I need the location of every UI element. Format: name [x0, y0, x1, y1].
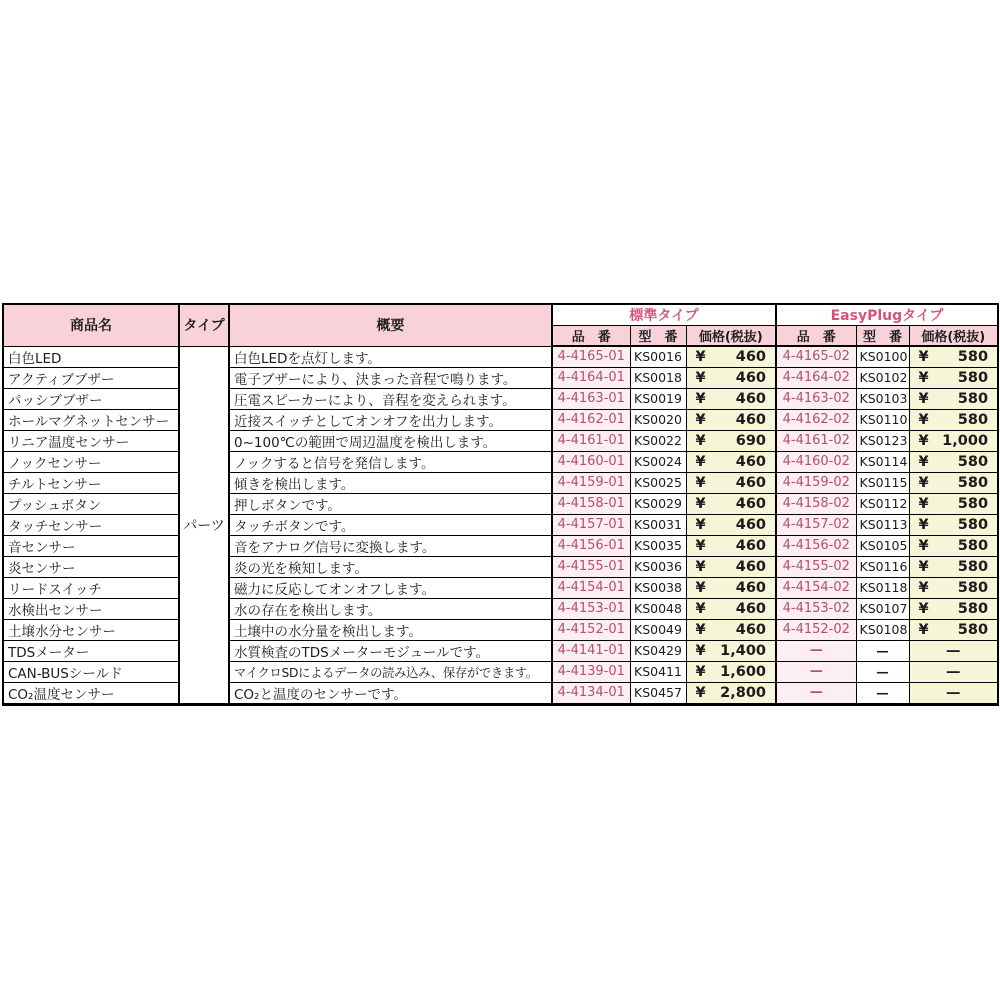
ep-part-no-cell: 4-4157-02 — [776, 514, 856, 535]
currency-symbol: ¥ — [695, 516, 706, 533]
currency-symbol: ¥ — [918, 537, 929, 554]
overview-cell: 炎の光を検知します。 — [229, 556, 552, 577]
table-row — [3, 514, 998, 535]
ep-price-cell — [909, 430, 998, 451]
currency-symbol: ¥ — [695, 474, 706, 491]
price-box — [910, 517, 998, 533]
price-value: 580 — [957, 558, 989, 575]
overview-cell: 0~100℃の範囲で周辺温度を検出します。 — [229, 430, 552, 451]
std-model-no-cell: KS0029 — [630, 493, 686, 514]
price-value: 460 — [735, 453, 767, 470]
std-model-no-cell: KS0048 — [630, 598, 686, 619]
type-merged-cell: パーツ — [179, 346, 229, 704]
price-value: 580 — [957, 390, 989, 407]
ep-part-no-cell: 4-4156-02 — [776, 535, 856, 556]
ep-price-cell — [909, 577, 998, 598]
price-value: 460 — [735, 579, 767, 596]
std-model-no-cell: KS0025 — [630, 472, 686, 493]
std-model-no-cell: KS0038 — [630, 577, 686, 598]
overview-cell: 水質検査のTDSメーターモジュールです。 — [229, 640, 552, 661]
std-model-no-cell: KS0031 — [630, 514, 686, 535]
std-model-no-cell: KS0024 — [630, 451, 686, 472]
price-value: — — [946, 642, 961, 659]
currency-symbol: ¥ — [918, 369, 929, 386]
table-row — [3, 682, 998, 704]
std-price-cell — [686, 493, 776, 514]
price-box — [687, 538, 776, 554]
ep-model-no-cell: KS0116 — [856, 556, 909, 577]
ep-price-cell — [909, 661, 998, 682]
std-part-no-cell: 4-4153-01 — [552, 598, 630, 619]
col-header-ep-model-no: 型 番 — [856, 326, 909, 347]
price-value: 580 — [957, 453, 989, 470]
price-value: 580 — [957, 621, 989, 638]
ep-part-no-cell: 4-4159-02 — [776, 472, 856, 493]
ep-price-cell — [909, 493, 998, 514]
price-value: 580 — [957, 600, 989, 617]
product-name-cell: 土壌水分センサー — [3, 619, 179, 640]
std-part-no-cell: 4-4156-01 — [552, 535, 630, 556]
std-part-no-cell: 4-4165-01 — [552, 346, 630, 367]
price-value: 1,600 — [720, 663, 767, 680]
group-header-easyplug-type: EasyPlugタイプ — [776, 304, 998, 326]
std-price-cell — [686, 367, 776, 388]
std-part-no-cell: 4-4141-01 — [552, 640, 630, 661]
group-header-standard-type: 標準タイプ — [552, 304, 776, 326]
ep-part-no-cell: 4-4155-02 — [776, 556, 856, 577]
std-price-cell — [686, 640, 776, 661]
product-name-cell: パッシブブザー — [3, 388, 179, 409]
price-box — [687, 370, 776, 386]
std-model-no-cell: KS0411 — [630, 661, 686, 682]
overview-cell: 磁力に反応してオンオフします。 — [229, 577, 552, 598]
price-value: 690 — [735, 432, 767, 449]
currency-symbol: ¥ — [918, 495, 929, 512]
std-part-no-cell: 4-4134-01 — [552, 682, 630, 704]
price-value: 460 — [735, 369, 767, 386]
table-row — [3, 598, 998, 619]
price-value: 460 — [735, 348, 767, 365]
price-box — [687, 685, 776, 701]
price-value: 1,000 — [942, 432, 989, 449]
std-part-no-cell: 4-4162-01 — [552, 409, 630, 430]
price-value: 580 — [957, 474, 989, 491]
price-value: 580 — [957, 348, 989, 365]
currency-symbol: ¥ — [695, 600, 706, 617]
ep-model-no-cell: KS0112 — [856, 493, 909, 514]
product-name-cell: チルトセンサー — [3, 472, 179, 493]
price-value: 460 — [735, 600, 767, 617]
ep-price-cell — [909, 556, 998, 577]
currency-symbol: ¥ — [695, 369, 706, 386]
price-box — [910, 643, 998, 659]
table-row — [3, 388, 998, 409]
table-row — [3, 430, 998, 451]
ep-part-no-cell: 4-4154-02 — [776, 577, 856, 598]
std-model-no-cell: KS0457 — [630, 682, 686, 704]
price-value: 460 — [735, 495, 767, 512]
std-price-cell — [686, 556, 776, 577]
currency-symbol: ¥ — [695, 579, 706, 596]
std-price-cell — [686, 577, 776, 598]
price-box — [687, 412, 776, 428]
table-row — [3, 556, 998, 577]
std-price-cell — [686, 514, 776, 535]
price-box — [910, 685, 998, 701]
col-header-overview: 概要 — [229, 304, 552, 346]
header-row-groups — [3, 304, 998, 326]
price-value: 460 — [735, 516, 767, 533]
overview-cell: 土壌中の水分量を検出します。 — [229, 619, 552, 640]
product-name-cell: CO₂温度センサー — [3, 682, 179, 704]
price-box — [687, 349, 776, 365]
price-value: 580 — [957, 495, 989, 512]
ep-price-cell — [909, 598, 998, 619]
ep-model-no-cell: KS0103 — [856, 388, 909, 409]
product-name-cell: 白色LED — [3, 346, 179, 367]
ep-model-no-cell: KS0118 — [856, 577, 909, 598]
std-price-cell — [686, 409, 776, 430]
product-price-table-container — [2, 303, 997, 706]
table-row — [3, 472, 998, 493]
currency-symbol: ¥ — [695, 411, 706, 428]
currency-symbol: ¥ — [918, 558, 929, 575]
price-value: 580 — [957, 411, 989, 428]
product-name-cell: CAN-BUSシールド — [3, 661, 179, 682]
std-part-no-cell: 4-4160-01 — [552, 451, 630, 472]
price-box — [910, 580, 998, 596]
ep-model-no-cell: — — [856, 682, 909, 704]
std-model-no-cell: KS0019 — [630, 388, 686, 409]
std-price-cell — [686, 430, 776, 451]
product-price-table — [2, 303, 999, 706]
price-value: 460 — [735, 411, 767, 428]
std-price-cell — [686, 388, 776, 409]
ep-model-no-cell: — — [856, 661, 909, 682]
table-row — [3, 619, 998, 640]
ep-model-no-cell: KS0107 — [856, 598, 909, 619]
price-value: 460 — [735, 558, 767, 575]
std-part-no-cell: 4-4155-01 — [552, 556, 630, 577]
ep-part-no-cell: — — [776, 682, 856, 704]
price-value: 460 — [735, 390, 767, 407]
price-value: 460 — [735, 621, 767, 638]
col-header-std-model-no: 型 番 — [630, 326, 686, 347]
currency-symbol: ¥ — [918, 516, 929, 533]
ep-part-no-cell: 4-4163-02 — [776, 388, 856, 409]
currency-symbol: ¥ — [918, 474, 929, 491]
currency-symbol: ¥ — [695, 558, 706, 575]
price-box — [910, 349, 998, 365]
col-header-ep-part-no: 品 番 — [776, 326, 856, 347]
std-price-cell — [686, 472, 776, 493]
price-box — [910, 454, 998, 470]
price-value: 580 — [957, 579, 989, 596]
currency-symbol: ¥ — [918, 600, 929, 617]
ep-part-no-cell: — — [776, 640, 856, 661]
price-value: — — [946, 684, 961, 701]
std-price-cell — [686, 661, 776, 682]
product-name-cell: TDSメーター — [3, 640, 179, 661]
ep-model-no-cell: KS0108 — [856, 619, 909, 640]
std-price-cell — [686, 598, 776, 619]
overview-cell: 水の存在を検出します。 — [229, 598, 552, 619]
ep-part-no-cell: 4-4152-02 — [776, 619, 856, 640]
price-box — [910, 664, 998, 680]
overview-cell: 電子ブザーにより、決まった音程で鳴ります。 — [229, 367, 552, 388]
col-header-type: タイプ — [179, 304, 229, 346]
price-box — [910, 601, 998, 617]
product-name-cell: 炎センサー — [3, 556, 179, 577]
ep-part-no-cell: — — [776, 661, 856, 682]
ep-part-no-cell: 4-4153-02 — [776, 598, 856, 619]
currency-symbol: ¥ — [695, 621, 706, 638]
table-row — [3, 367, 998, 388]
table-row — [3, 661, 998, 682]
price-box — [687, 475, 776, 491]
overview-cell: マイクロSDによるデータの読み込み、保存ができます。 — [229, 661, 552, 682]
price-box — [687, 643, 776, 659]
currency-symbol: ¥ — [695, 348, 706, 365]
overview-cell: ノックすると信号を発信します。 — [229, 451, 552, 472]
overview-cell: 近接スイッチとしてオンオフを出力します。 — [229, 409, 552, 430]
ep-model-no-cell: — — [856, 640, 909, 661]
std-part-no-cell: 4-4163-01 — [552, 388, 630, 409]
ep-price-cell — [909, 640, 998, 661]
std-model-no-cell: KS0049 — [630, 619, 686, 640]
ep-model-no-cell: KS0123 — [856, 430, 909, 451]
std-model-no-cell: KS0018 — [630, 367, 686, 388]
ep-model-no-cell: KS0115 — [856, 472, 909, 493]
price-box — [687, 601, 776, 617]
price-value: 460 — [735, 474, 767, 491]
overview-cell: 傾きを検出します。 — [229, 472, 552, 493]
price-box — [687, 664, 776, 680]
std-price-cell — [686, 535, 776, 556]
currency-symbol: ¥ — [918, 579, 929, 596]
product-name-cell: ホールマグネットセンサー — [3, 409, 179, 430]
currency-symbol: ¥ — [695, 537, 706, 554]
overview-cell: 押しボタンです。 — [229, 493, 552, 514]
ep-price-cell — [909, 514, 998, 535]
currency-symbol: ¥ — [918, 453, 929, 470]
ep-part-no-cell: 4-4161-02 — [776, 430, 856, 451]
product-name-cell: プッシュボタン — [3, 493, 179, 514]
table-row — [3, 493, 998, 514]
ep-price-cell — [909, 682, 998, 704]
currency-symbol: ¥ — [695, 684, 706, 701]
price-box — [687, 622, 776, 638]
price-box — [910, 391, 998, 407]
product-name-cell: 音センサー — [3, 535, 179, 556]
table-row — [3, 535, 998, 556]
std-model-no-cell: KS0016 — [630, 346, 686, 367]
currency-symbol: ¥ — [695, 390, 706, 407]
std-part-no-cell: 4-4157-01 — [552, 514, 630, 535]
std-model-no-cell: KS0035 — [630, 535, 686, 556]
col-header-std-price: 価格(税抜) — [686, 326, 776, 347]
price-box — [687, 517, 776, 533]
price-box — [910, 496, 998, 512]
price-box — [687, 391, 776, 407]
currency-symbol: ¥ — [918, 411, 929, 428]
std-part-no-cell: 4-4152-01 — [552, 619, 630, 640]
std-price-cell — [686, 451, 776, 472]
price-box — [910, 559, 998, 575]
ep-part-no-cell: 4-4158-02 — [776, 493, 856, 514]
ep-model-no-cell: KS0114 — [856, 451, 909, 472]
overview-cell: 白色LEDを点灯します。 — [229, 346, 552, 367]
price-box — [687, 559, 776, 575]
std-price-cell — [686, 682, 776, 704]
currency-symbol: ¥ — [695, 495, 706, 512]
product-name-cell: リードスイッチ — [3, 577, 179, 598]
std-part-no-cell: 4-4158-01 — [552, 493, 630, 514]
price-value: 460 — [735, 537, 767, 554]
overview-cell: 圧電スピーカーにより、音程を変えられます。 — [229, 388, 552, 409]
price-value: — — [946, 663, 961, 680]
ep-part-no-cell: 4-4164-02 — [776, 367, 856, 388]
ep-model-no-cell: KS0100 — [856, 346, 909, 367]
price-box — [687, 580, 776, 596]
table-row — [3, 577, 998, 598]
product-name-cell: リニア温度センサー — [3, 430, 179, 451]
price-box — [687, 433, 776, 449]
currency-symbol: ¥ — [918, 390, 929, 407]
currency-symbol: ¥ — [918, 621, 929, 638]
ep-price-cell — [909, 367, 998, 388]
price-box — [910, 433, 998, 449]
ep-price-cell — [909, 409, 998, 430]
std-part-no-cell: 4-4154-01 — [552, 577, 630, 598]
price-box — [910, 370, 998, 386]
ep-price-cell — [909, 472, 998, 493]
price-box — [910, 412, 998, 428]
std-model-no-cell: KS0429 — [630, 640, 686, 661]
price-value: 1,400 — [720, 642, 767, 659]
ep-price-cell — [909, 388, 998, 409]
price-box — [910, 538, 998, 554]
ep-model-no-cell: KS0113 — [856, 514, 909, 535]
ep-price-cell — [909, 346, 998, 367]
ep-price-cell — [909, 451, 998, 472]
overview-cell: CO₂と温度のセンサーです。 — [229, 682, 552, 704]
price-box — [687, 496, 776, 512]
ep-part-no-cell: 4-4160-02 — [776, 451, 856, 472]
price-value: 580 — [957, 369, 989, 386]
product-name-cell: タッチセンサー — [3, 514, 179, 535]
col-header-ep-price: 価格(税抜) — [909, 326, 998, 347]
std-model-no-cell: KS0022 — [630, 430, 686, 451]
price-value: 580 — [957, 516, 989, 533]
std-part-no-cell: 4-4161-01 — [552, 430, 630, 451]
currency-symbol: ¥ — [695, 453, 706, 470]
std-part-no-cell: 4-4159-01 — [552, 472, 630, 493]
table-row — [3, 409, 998, 430]
product-name-cell: ノックセンサー — [3, 451, 179, 472]
col-header-product-name: 商品名 — [3, 304, 179, 346]
ep-model-no-cell: KS0105 — [856, 535, 909, 556]
ep-model-no-cell: KS0110 — [856, 409, 909, 430]
overview-cell: タッチボタンです。 — [229, 514, 552, 535]
product-name-cell: アクティブブザー — [3, 367, 179, 388]
ep-price-cell — [909, 535, 998, 556]
currency-symbol: ¥ — [918, 432, 929, 449]
std-model-no-cell: KS0020 — [630, 409, 686, 430]
table-row — [3, 451, 998, 472]
currency-symbol: ¥ — [695, 642, 706, 659]
currency-symbol: ¥ — [918, 348, 929, 365]
std-part-no-cell: 4-4164-01 — [552, 367, 630, 388]
table-row — [3, 640, 998, 661]
currency-symbol: ¥ — [695, 432, 706, 449]
overview-cell: 音をアナログ信号に変換します。 — [229, 535, 552, 556]
col-header-std-part-no: 品 番 — [552, 326, 630, 347]
price-value: 2,800 — [720, 684, 767, 701]
price-box — [910, 622, 998, 638]
price-box — [910, 475, 998, 491]
ep-part-no-cell: 4-4165-02 — [776, 346, 856, 367]
ep-part-no-cell: 4-4162-02 — [776, 409, 856, 430]
std-model-no-cell: KS0036 — [630, 556, 686, 577]
price-box — [687, 454, 776, 470]
std-price-cell — [686, 346, 776, 367]
ep-price-cell — [909, 619, 998, 640]
ep-model-no-cell: KS0102 — [856, 367, 909, 388]
product-name-cell: 水検出センサー — [3, 598, 179, 619]
std-price-cell — [686, 619, 776, 640]
price-value: 580 — [957, 537, 989, 554]
table-row — [3, 346, 998, 367]
currency-symbol: ¥ — [695, 663, 706, 680]
std-part-no-cell: 4-4139-01 — [552, 661, 630, 682]
